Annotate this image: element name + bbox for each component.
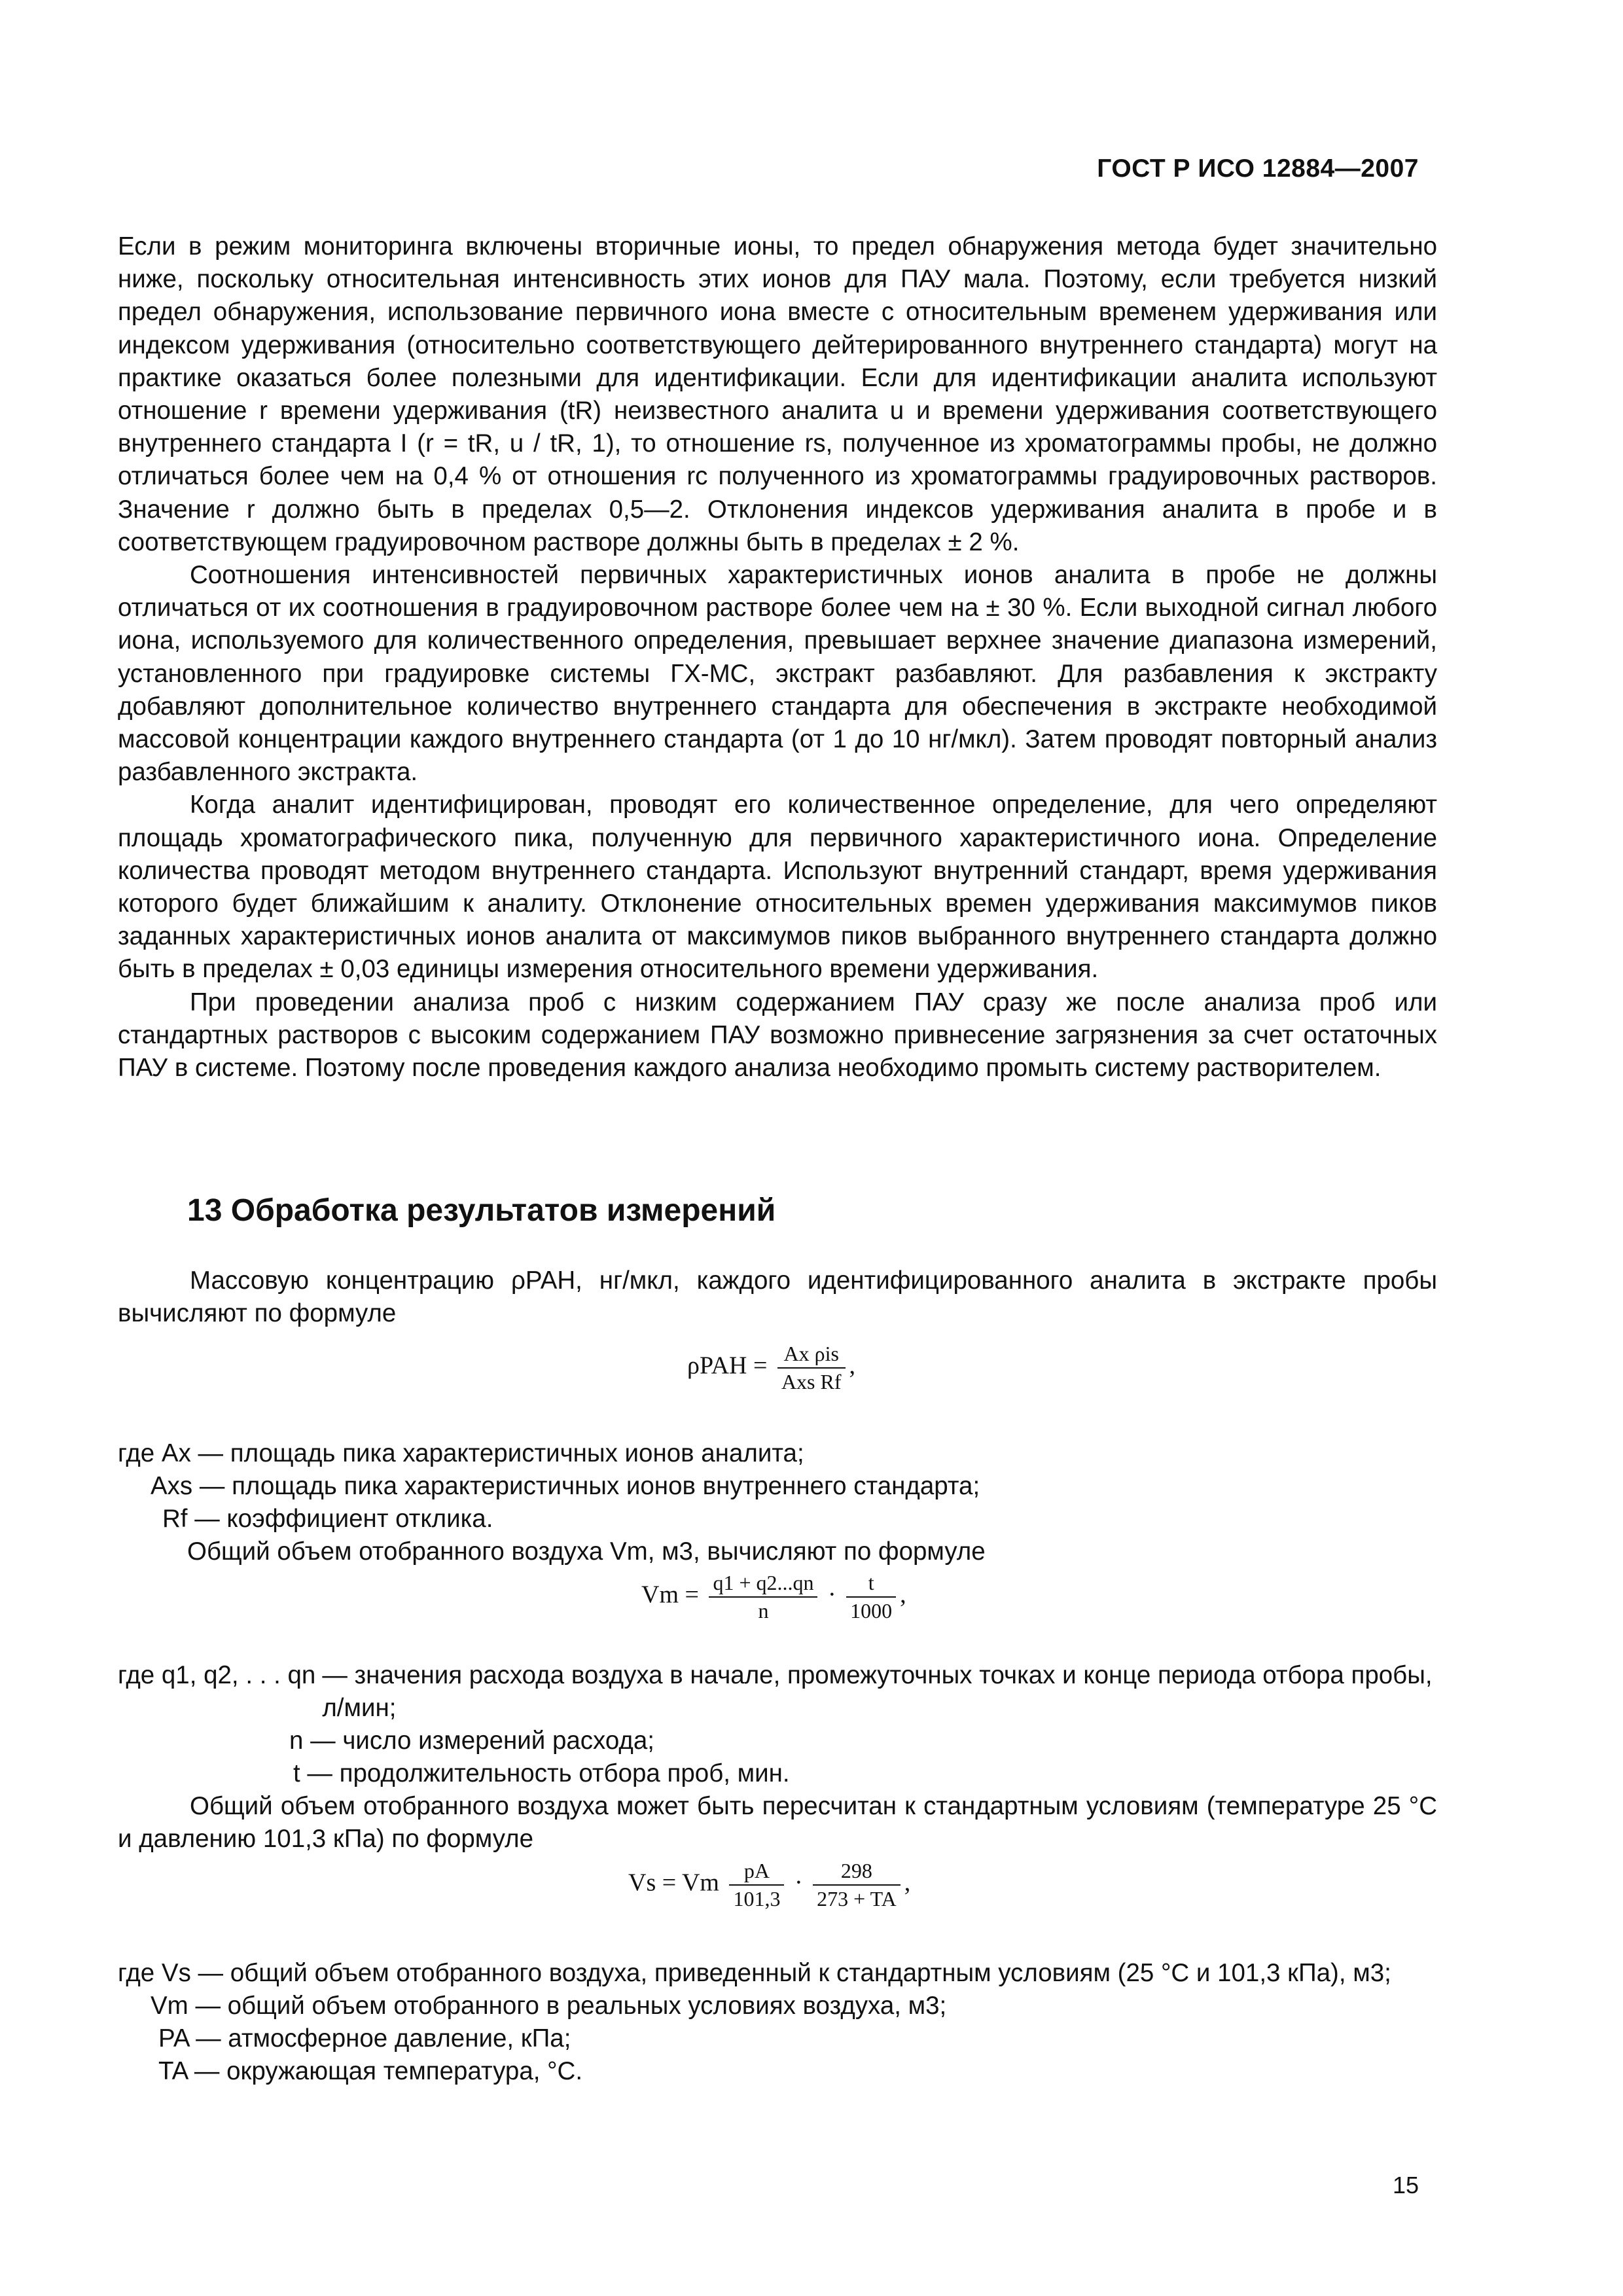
paragraph: Если в режим мониторинга включены вторичные ионы, то предел обнаружения метода будет значительно ниже, поскольку относительная интенсивность этих ионов для ПАУ мала. Поэтому, если требуется низкий предел обнаружения, использование первичного иона вместе с относительным временем удерживания или индексом удерживания (относительно соответствующего дейтерированного внутреннего стандарта) могут на практике оказаться более полезными для идентификации. Если для идентификации аналита используют отношение r времени удерживания (tR) неизвестного аналита u и времени удерживания соответствующего внутреннего стандарта I (r = tR, u / tR, 1), то отношение rs, полученное из хроматограммы пробы, не должно отличаться более чем на 0,4 % от отношения rc полученного из хроматограммы градуировочных растворов. Значение r должно быть в пределах 0,5—2. Отклонения индексов удерживания аналита в пробе и в соответствующем градуировочном растворе должны быть в пределах ± 2 %. — [118, 232, 1437, 556]
std-conditions-intro: Общий объем отобранного воздуха может быть пересчитан к стандартным условиям (температуре 25 °С и давлению 101,3 кПа) по формуле — [118, 1792, 1437, 1854]
paragraph: При проведении анализа проб с низким содержанием ПАУ сразу же после анализа проб или стандартных растворов с высоким содержанием ПАУ возможно привнесение загрязнения за счет остаточных ПАУ в системе. Поэтому после проведения каждого анализа необходимо промыть систему растворителем. — [118, 988, 1437, 1083]
formula2-fraction-b: $\frac{t}{1000}$ — [846, 1571, 896, 1623]
where-row: TA — окружающая температура, °С. — [158, 2057, 583, 2085]
formula3-fraction-a: $\frac{pA}{101,3}$ — [729, 1859, 784, 1911]
where-row: n — число измерений расхода; — [289, 1727, 655, 1755]
where-row: где q1, q2, . . . qn — значения расхода воздуха в начале, промежуточных точках и конце периода отбора пробы, л/мин; — [118, 1661, 1433, 1722]
section-intro — [118, 1265, 1437, 1330]
where-row: где Vs — общий объем отобранного воздуха, приведенный к стандартным условиям (25 °С и 101,3 кПа), м3; — [118, 1959, 1391, 1987]
where-row: где Ax — площадь пика характеристичных ионов аналита; — [118, 1439, 804, 1467]
formula-pah-concentration: ρPAH = $\frac{\text{Ax ρis}}{\text{Axs Rf}}$ , — [687, 1342, 855, 1393]
page-number: 15 — [1392, 2172, 1419, 2198]
where-row: t — продолжительность отбора проб, мин. — [293, 1759, 790, 1787]
intro-text: Массовую концентрацию ρPAH, нг/мкл, каждого идентифицированного аналита в экстракте пробы вычисляют по формуле — [118, 1266, 1437, 1328]
paragraph: Соотношения интенсивностей первичных характеристичных ионов аналита в пробе не должны отличаться от их соотношения в градуировочном растворе более чем на ± 30 %. Если выходной сигнал любого иона, используемого для количественного определения, превышает верхнее значение диапазона измерений, установленного при градуировке системы ГХ-МС, экстракт разбавляют. Для разбавления к экстракту добавляют дополнительное количество внутреннего стандарта для обеспечения в экстракте необходимой массовой концентрации каждого внутреннего стандарта (от 1 до 10 нг/мкл). Затем проводят повторный анализ разбавленного экстракта. — [118, 561, 1437, 787]
formula2-lhs: Vm — [641, 1581, 679, 1609]
formula1-denominator: Axs Rf — [781, 1370, 842, 1393]
formula-standard-volume: Vs = Vm $\frac{pA}{101,3}$ · $\frac{298}{273 + TA}$ , — [628, 1859, 911, 1910]
body-text — [118, 230, 1437, 1085]
standard-header: ГОСТ Р ИСО 12884—2007 — [1097, 154, 1419, 183]
where-row: PA — атмосферное давление, кПа; — [158, 2024, 571, 2053]
formula2-fraction-a: $\frac{q1 + q2...qn}{n}$ — [709, 1571, 817, 1623]
where-list-1 — [118, 1437, 986, 1568]
where-row: Rf — коэффициент отклика. — [162, 1505, 493, 1533]
where-list-2 — [118, 1659, 1437, 1790]
section-heading: 13 Обработка результатов измерений — [187, 1193, 776, 1228]
formula3-fraction-b: $\frac{298}{273 + TA}$ — [813, 1859, 901, 1911]
formula1-numerator: Ax ρis — [777, 1342, 846, 1369]
where-row: Vm — общий объем отобранного в реальных условиях воздуха, м3; — [151, 1992, 947, 2020]
where-row: Axs — площадь пика характеристичных ионов внутреннего стандарта; — [151, 1472, 980, 1500]
formula1-fraction — [777, 1342, 846, 1394]
formula-volume: Vm = $\frac{q1 + q2...qn}{n}$ · $\frac{t}{1000}$ , — [641, 1571, 906, 1623]
volume-intro: Общий объем отобранного воздуха Vm, м3, вычисляют по формуле — [187, 1537, 986, 1566]
paragraph: Когда аналит идентифицирован, проводят его количественное определение, для чего определяют площадь хроматографического пика, полученную для первичного характеристичного иона. Определение количества проводят методом внутреннего стандарта. Используют внутренний стандарт, время удерживания которого будет ближайшим к аналиту. Отклонение относительных времен удерживания максимумов пиков заданных характеристичных ионов аналита от максимумов пиков выбранного внутреннего стандарта должно быть в пределах ± 0,03 единицы измерения относительного времени удерживания. — [118, 791, 1437, 984]
formula1-lhs: ρPAH — [687, 1352, 747, 1380]
where-list-3 — [118, 1957, 1391, 2088]
